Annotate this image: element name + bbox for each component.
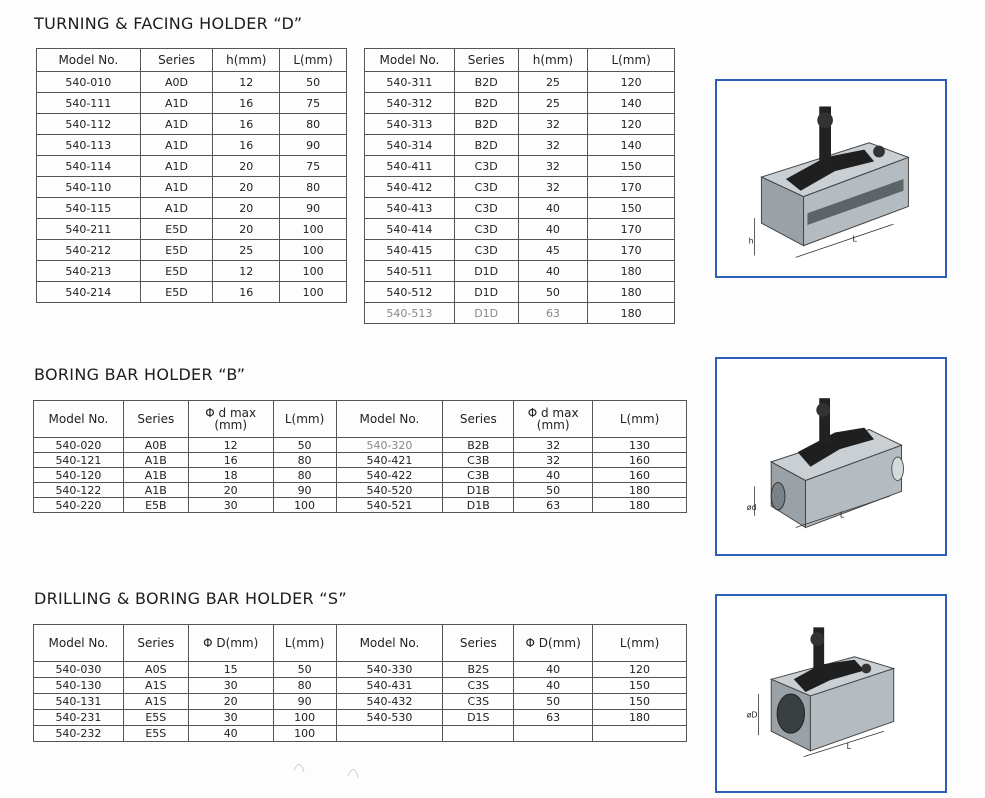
- table-cell: 170: [588, 219, 675, 240]
- table-cell: 140: [588, 135, 675, 156]
- table-cell: 40: [518, 261, 588, 282]
- header-series: Series: [140, 49, 213, 72]
- table-row: [34, 498, 687, 513]
- table-row: [365, 135, 675, 156]
- table-cell: 30: [188, 498, 273, 513]
- table-row: [34, 438, 687, 453]
- table-cell: 180: [593, 498, 687, 513]
- table-cell: 45: [518, 240, 588, 261]
- table-cell: 540-214: [37, 282, 141, 303]
- table-cell: 75: [280, 156, 347, 177]
- table-cell: 540-330: [336, 662, 443, 678]
- table-cell: 540-110: [37, 177, 141, 198]
- table-cell: 100: [273, 726, 336, 742]
- table-row: [365, 240, 675, 261]
- table-cell: 540-414: [365, 219, 455, 240]
- table-cell: C3D: [454, 177, 518, 198]
- table-cell: B2D: [454, 93, 518, 114]
- table-cell: 32: [518, 177, 588, 198]
- table-cell: A1B: [123, 483, 188, 498]
- table-cell: E5D: [140, 240, 213, 261]
- header-h: h(mm): [213, 49, 280, 72]
- table-cell: 540-413: [365, 198, 455, 219]
- table-cell: 540-412: [365, 177, 455, 198]
- table-cell: 80: [273, 468, 336, 483]
- table-row: [37, 261, 347, 282]
- table-cell: 100: [280, 282, 347, 303]
- table-header-cell: Φ d max (mm): [188, 401, 273, 438]
- table-cell: 12: [188, 438, 273, 453]
- table-row: [365, 114, 675, 135]
- table-cell: 540-020: [34, 438, 124, 453]
- table-cell: 540-231: [34, 710, 124, 726]
- table-row: [365, 261, 675, 282]
- table-cell: A1D: [140, 177, 213, 198]
- l-dimension-label: L: [846, 741, 852, 751]
- table-cell: 540-520: [336, 483, 443, 498]
- drilling-holder-illustration: [717, 596, 945, 791]
- table-header-cell: Series: [443, 625, 514, 662]
- table-cell: 63: [518, 303, 588, 324]
- table-cell: 32: [514, 438, 593, 453]
- table-cell: C3D: [454, 240, 518, 261]
- header-l: L(mm): [588, 49, 675, 72]
- table-cell: 50: [514, 694, 593, 710]
- table-cell: 16: [188, 453, 273, 468]
- table-cell: 540-211: [37, 219, 141, 240]
- table-header-cell: Model No.: [34, 625, 124, 662]
- h-dimension-label: h: [748, 236, 754, 246]
- drilling-section-title: DRILLING & BORING BAR HOLDER “S”: [34, 589, 347, 608]
- table-cell: 540-114: [37, 156, 141, 177]
- table-cell: E5B: [123, 498, 188, 513]
- table-cell: 540-030: [34, 662, 124, 678]
- table-row: [37, 114, 347, 135]
- table-cell: 40: [514, 678, 593, 694]
- table-cell: 540-113: [37, 135, 141, 156]
- table-cell: 180: [593, 710, 687, 726]
- table-header-row: [34, 625, 687, 662]
- table-cell: A0D: [140, 72, 213, 93]
- table-row: [365, 93, 675, 114]
- turning-table-left: [36, 48, 347, 303]
- table-cell: 540-131: [34, 694, 124, 710]
- table-header-cell: Series: [123, 401, 188, 438]
- table-cell: 50: [273, 662, 336, 678]
- table-cell: 25: [518, 93, 588, 114]
- table-cell: 540-421: [336, 453, 443, 468]
- table-cell: A0B: [123, 438, 188, 453]
- table-cell: 100: [280, 261, 347, 282]
- table-cell: A1S: [123, 678, 188, 694]
- table-cell: 15: [188, 662, 273, 678]
- table-cell: A1B: [123, 468, 188, 483]
- table-header-row: [34, 401, 687, 438]
- table-cell: D1S: [443, 710, 514, 726]
- turning-holder-photo: [715, 79, 947, 278]
- turning-section-title: TURNING & FACING HOLDER “D”: [34, 14, 303, 33]
- table-cell: 32: [518, 135, 588, 156]
- table-cell: 540-111: [37, 93, 141, 114]
- boring-section-title: BORING BAR HOLDER “B”: [34, 365, 246, 384]
- table-header-row: [365, 49, 675, 72]
- table-cell: 20: [213, 198, 280, 219]
- table-cell: E5D: [140, 282, 213, 303]
- table-cell: 540-432: [336, 694, 443, 710]
- turning-holder-illustration: [717, 81, 945, 276]
- table-cell: 100: [273, 710, 336, 726]
- table-cell: 140: [588, 93, 675, 114]
- table-cell: 50: [273, 438, 336, 453]
- table-row: [34, 468, 687, 483]
- table-cell: 540-130: [34, 678, 124, 694]
- table-cell: 150: [593, 678, 687, 694]
- table-cell: A1D: [140, 135, 213, 156]
- table-row: [365, 282, 675, 303]
- table-cell: 540-120: [34, 468, 124, 483]
- table-cell: [593, 726, 687, 742]
- table-row: [34, 694, 687, 710]
- table-row: [37, 240, 347, 261]
- l-dimension-label: L: [839, 510, 845, 520]
- table-cell: 80: [273, 453, 336, 468]
- table-row: [365, 72, 675, 93]
- d-dimension-label: ød: [746, 502, 757, 512]
- table-cell: 540-511: [365, 261, 455, 282]
- table-row: [365, 198, 675, 219]
- table-row: [34, 662, 687, 678]
- table-header-cell: Model No.: [336, 401, 443, 438]
- boring-holder-photo: [715, 357, 947, 556]
- table-cell: D1D: [454, 303, 518, 324]
- table-cell: 180: [588, 282, 675, 303]
- table-cell: 540-521: [336, 498, 443, 513]
- table-header-cell: Φ D(mm): [514, 625, 593, 662]
- table-cell: 540-212: [37, 240, 141, 261]
- table-cell: 540-313: [365, 114, 455, 135]
- table-cell: 540-320: [336, 438, 443, 453]
- table-cell: 63: [514, 710, 593, 726]
- header-series: Series: [454, 49, 518, 72]
- table-header-cell: Model No.: [336, 625, 443, 662]
- table-header-cell: Φ d max (mm): [514, 401, 593, 438]
- table-row: [365, 177, 675, 198]
- table-cell: 540-530: [336, 710, 443, 726]
- table-cell: B2D: [454, 135, 518, 156]
- table-cell: B2D: [454, 72, 518, 93]
- table-row: [37, 198, 347, 219]
- table-row: [34, 678, 687, 694]
- table-cell: 120: [588, 72, 675, 93]
- table-row: [37, 93, 347, 114]
- table-cell: A1D: [140, 156, 213, 177]
- table-cell: 540-232: [34, 726, 124, 742]
- table-row: [365, 219, 675, 240]
- table-cell: [443, 726, 514, 742]
- table-cell: B2S: [443, 662, 514, 678]
- table-cell: 100: [273, 498, 336, 513]
- l-dimension-label: L: [852, 234, 857, 244]
- table-cell: E5S: [123, 710, 188, 726]
- table-cell: 90: [280, 135, 347, 156]
- table-cell: D1B: [443, 498, 514, 513]
- table-cell: 25: [518, 72, 588, 93]
- table-cell: 170: [588, 177, 675, 198]
- header-h: h(mm): [518, 49, 588, 72]
- table-cell: 540-512: [365, 282, 455, 303]
- table-cell: A0S: [123, 662, 188, 678]
- table-cell: 20: [213, 177, 280, 198]
- table-cell: C3D: [454, 198, 518, 219]
- table-cell: 540-415: [365, 240, 455, 261]
- table-header-cell: L(mm): [593, 625, 687, 662]
- table-cell: 16: [213, 282, 280, 303]
- table-cell: 20: [213, 156, 280, 177]
- pen-scribble-mark: [288, 752, 368, 782]
- table-cell: 20: [188, 483, 273, 498]
- table-cell: 75: [280, 93, 347, 114]
- table-cell: C3S: [443, 678, 514, 694]
- table-cell: 150: [593, 694, 687, 710]
- table-cell: 50: [518, 282, 588, 303]
- table-cell: 12: [213, 72, 280, 93]
- table-cell: 540-311: [365, 72, 455, 93]
- table-cell: 160: [593, 468, 687, 483]
- table-header-cell: Φ D(mm): [188, 625, 273, 662]
- table-row: [34, 710, 687, 726]
- table-cell: 18: [188, 468, 273, 483]
- table-cell: [514, 726, 593, 742]
- table-cell: D1B: [443, 483, 514, 498]
- table-row: [37, 72, 347, 93]
- table-cell: E5D: [140, 261, 213, 282]
- table-cell: A1S: [123, 694, 188, 710]
- table-cell: E5D: [140, 219, 213, 240]
- table-header-cell: L(mm): [273, 401, 336, 438]
- table-cell: 540-112: [37, 114, 141, 135]
- table-cell: 40: [514, 662, 593, 678]
- table-cell: 540-010: [37, 72, 141, 93]
- table-cell: 90: [280, 198, 347, 219]
- table-cell: 180: [588, 261, 675, 282]
- turning-table-right: [364, 48, 675, 324]
- drilling-holder-photo: [715, 594, 947, 793]
- table-cell: 90: [273, 694, 336, 710]
- table-cell: 180: [588, 303, 675, 324]
- table-cell: 540-115: [37, 198, 141, 219]
- table-row: [34, 483, 687, 498]
- d-dimension-label: øD: [746, 710, 758, 720]
- table-cell: 100: [280, 219, 347, 240]
- table-cell: 32: [514, 453, 593, 468]
- table-cell: 90: [273, 483, 336, 498]
- table-cell: 80: [273, 678, 336, 694]
- boring-table: [33, 400, 687, 513]
- table-cell: C3B: [443, 453, 514, 468]
- table-cell: 32: [518, 156, 588, 177]
- table-cell: C3B: [443, 468, 514, 483]
- table-cell: 40: [188, 726, 273, 742]
- table-cell: 540-121: [34, 453, 124, 468]
- table-row: [37, 282, 347, 303]
- table-cell: 150: [588, 198, 675, 219]
- table-cell: 540-312: [365, 93, 455, 114]
- table-header-cell: Model No.: [34, 401, 124, 438]
- table-cell: 80: [280, 114, 347, 135]
- header-l: L(mm): [280, 49, 347, 72]
- table-cell: A1B: [123, 453, 188, 468]
- table-cell: 540-422: [336, 468, 443, 483]
- drilling-table: [33, 624, 687, 742]
- table-cell: 160: [593, 453, 687, 468]
- table-cell: A1D: [140, 114, 213, 135]
- table-cell: 40: [518, 198, 588, 219]
- table-cell: 20: [188, 694, 273, 710]
- table-row: [37, 135, 347, 156]
- table-header-cell: L(mm): [273, 625, 336, 662]
- table-cell: 150: [588, 156, 675, 177]
- table-cell: 540-411: [365, 156, 455, 177]
- table-cell: A1D: [140, 198, 213, 219]
- table-row: [365, 156, 675, 177]
- table-cell: 40: [514, 468, 593, 483]
- table-cell: 12: [213, 261, 280, 282]
- header-model-no: Model No.: [37, 49, 141, 72]
- table-cell: 80: [280, 177, 347, 198]
- table-cell: 540-314: [365, 135, 455, 156]
- table-cell: 16: [213, 135, 280, 156]
- table-cell: 540-220: [34, 498, 124, 513]
- table-cell: 120: [593, 662, 687, 678]
- table-header-row: [37, 49, 347, 72]
- table-cell: 540-122: [34, 483, 124, 498]
- table-header-cell: Series: [123, 625, 188, 662]
- table-row: [365, 303, 675, 324]
- table-header-cell: Series: [443, 401, 514, 438]
- table-cell: 32: [518, 114, 588, 135]
- table-cell: 20: [213, 219, 280, 240]
- table-cell: 40: [518, 219, 588, 240]
- table-cell: 130: [593, 438, 687, 453]
- table-row: [34, 453, 687, 468]
- table-row: [37, 156, 347, 177]
- table-row: [34, 726, 687, 742]
- table-cell: 120: [588, 114, 675, 135]
- table-cell: B2B: [443, 438, 514, 453]
- table-cell: 50: [514, 483, 593, 498]
- table-cell: 25: [213, 240, 280, 261]
- table-cell: 50: [280, 72, 347, 93]
- table-cell: 16: [213, 93, 280, 114]
- table-cell: 30: [188, 678, 273, 694]
- table-cell: D1D: [454, 282, 518, 303]
- header-model-no: Model No.: [365, 49, 455, 72]
- table-header-cell: L(mm): [593, 401, 687, 438]
- table-cell: E5S: [123, 726, 188, 742]
- table-cell: C3S: [443, 694, 514, 710]
- table-row: [37, 177, 347, 198]
- table-cell: 540-513: [365, 303, 455, 324]
- table-cell: B2D: [454, 114, 518, 135]
- table-cell: C3D: [454, 156, 518, 177]
- table-cell: 180: [593, 483, 687, 498]
- table-cell: 170: [588, 240, 675, 261]
- boring-holder-illustration: [717, 359, 945, 554]
- table-row: [37, 219, 347, 240]
- table-cell: D1D: [454, 261, 518, 282]
- table-cell: A1D: [140, 93, 213, 114]
- table-cell: 30: [188, 710, 273, 726]
- table-cell: 100: [280, 240, 347, 261]
- table-cell: 16: [213, 114, 280, 135]
- table-cell: 540-213: [37, 261, 141, 282]
- table-cell: C3D: [454, 219, 518, 240]
- table-cell: 63: [514, 498, 593, 513]
- table-cell: 540-431: [336, 678, 443, 694]
- table-cell: [336, 726, 443, 742]
